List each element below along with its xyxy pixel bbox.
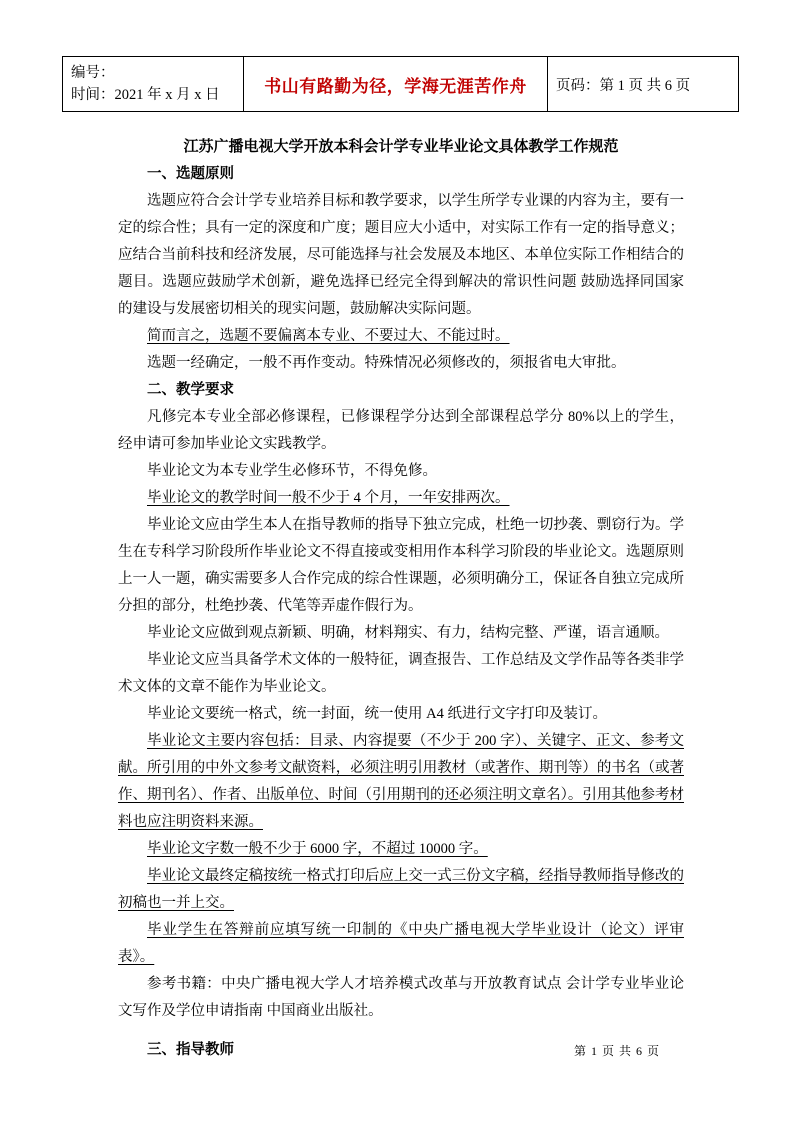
document-body	[118, 134, 684, 1064]
page-number-footer: 第 1 页 共 6 页	[573, 1044, 660, 1058]
document-title: 江苏广播电视大学开放本科会计学专业毕业论文具体教学工作规范	[183, 139, 619, 155]
underlined-paragraph: 毕业学生在答辩前应填写统一印制的《中央广播电视大学毕业设计（论文）评审表》。	[118, 922, 684, 965]
paragraph: 毕业论文为本专业学生必修环节，不得免修。	[147, 463, 437, 479]
header-motto-cell	[244, 57, 548, 112]
underlined-paragraph: 简而言之，选题不要偏离本专业、不要过大、不能过时。	[147, 328, 510, 344]
paragraph: 毕业论文要统一格式，统一封面，统一使用 A4 纸进行文字打印及装订。	[147, 706, 607, 722]
doc-date-label: 时间：2021 年 x 月 x 日	[71, 87, 220, 103]
underlined-paragraph: 毕业论文主要内容包括：目录、内容提要（不少于 200 字）、关键字、正文、参考文献。所引用的中外文参考文献资料，必须注明引用教材（或著作、期刊等）的书名（或著作、期刊名）、作者、出版单位、时间（引用期刊的还必须注明文章名）。引用其他参考材料也应注明资料来源。	[118, 733, 684, 830]
doc-number-label: 编号：	[71, 65, 115, 81]
header-motto: 书山有路勤为径，学海无涯苦作舟	[264, 76, 527, 96]
underlined-paragraph: 毕业论文的教学时间一般不少于 4 个月，一年安排两次。	[147, 490, 510, 506]
paragraph: 参考书籍：中央广播电视大学人才培养模式改革与开放教育试点 会计学专业毕业论文写作及学位申请指南 中国商业出版社。	[118, 976, 684, 1019]
section-heading: 一、选题原则	[147, 166, 234, 182]
underlined-paragraph: 毕业论文字数一般不少于 6000 字，不超过 10000 字。	[147, 841, 488, 857]
header-table	[62, 56, 739, 112]
section-heading: 三、指导教师	[147, 1042, 234, 1058]
paragraph-container	[118, 161, 684, 1064]
header-left-cell	[63, 57, 244, 112]
paragraph: 选题一经确定，一般不再作变动。特殊情况必须修改的，须报省电大审批。	[147, 355, 626, 371]
paragraph: 选题应符合会计学专业培养目标和教学要求，以学生所学专业课的内容为主，要有一定的综合性；具有一定的深度和广度；题目应大小适中，对实际工作有一定的指导意义；应结合当前科技和经济发展，尽可能选择与社会发展及本地区、本单位实际工作相结合的题目。选题应鼓励学术创新，避免选择已经完全得到解决的常识性问题 鼓励选择同国家的建设与发展密切相关的现实问题，鼓励解决实际问题。	[118, 193, 684, 317]
header-page-label: 页码：第 1 页 共 6 页	[556, 77, 691, 94]
header-row	[63, 57, 739, 112]
paragraph: 凡修完本专业全部必修课程，已修课程学分达到全部课程总学分 80%以上的学生，经申请可参加毕业论文实践教学。	[118, 409, 684, 452]
underlined-paragraph: 毕业论文最终定稿按统一格式打印后应上交一式三份文字稿，经指导教师指导修改的初稿也一并上交。	[118, 868, 684, 911]
paragraph: 毕业论文应做到观点新颖、明确，材料翔实、有力，结构完整、严谨，语言通顺。	[147, 625, 669, 641]
header-page-cell	[548, 57, 739, 112]
paragraph: 毕业论文应当具备学术文体的一般特征，调查报告、工作总结及文学作品等各类非学术文体的文章不能作为毕业论文。	[118, 652, 684, 695]
section-heading: 二、教学要求	[147, 382, 234, 398]
paragraph: 毕业论文应由学生本人在指导教师的指导下独立完成，杜绝一切抄袭、剽窃行为。学生在专科学习阶段所作毕业论文不得直接或变相用作本科学习阶段的毕业论文。选题原则上一人一题，确实需要多人合作完成的综合性课题，必须明确分工，保证各自独立完成所分担的部分，杜绝抄袭、代笔等弄虚作假行为。	[118, 517, 684, 614]
